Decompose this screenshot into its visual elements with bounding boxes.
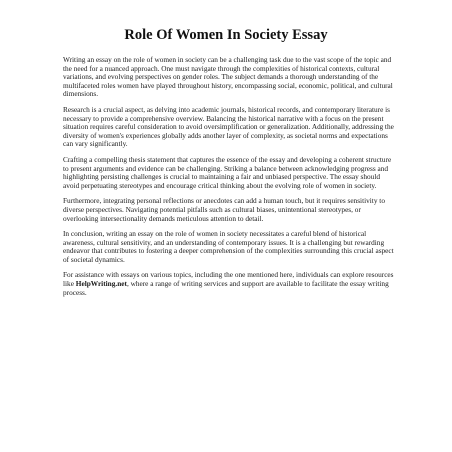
assistance-text-before: For assistance with essays on various topics, including the one mentioned here, individuals can explore resources like bbox=[63, 270, 394, 289]
paragraph-conclusion: In conclusion, writing an essay on the role of women in society necessitates a careful blend of historical awareness, cultural sensitivity, and an understanding of contemporary issues. It is a challenging but rewarding endeavor that contributes to fostering a deeper comprehension of the complexities surrounding this crucial aspect of societal dynamics. bbox=[63, 229, 394, 264]
paragraph-assistance bbox=[63, 271, 394, 297]
essay-body bbox=[63, 56, 394, 304]
paragraph-thesis: Crafting a compelling thesis statement that captures the essence of the essay and developing a coherent structure to present arguments and evidence can be challenging. Striking a balance between acknowledging progress and highlighting persisting challenges is crucial to maintaining a fair and unbiased perspective. The essay should avoid perpetuating stereotypes and encourage critical thinking about the evolving role of women in society. bbox=[63, 154, 392, 190]
assistance-text-after: , where a range of writing services and support are available to facilitate the essay writing process. bbox=[63, 279, 389, 297]
paragraph-reflections: Furthermore, integrating personal reflections or anecdotes can add a human touch, but it requires sensitivity to diverse perspectives. Navigating potential pitfalls such as cultural biases, unintentional stereotypes, or overlooking intersectionality demands meticulous attention to detail. bbox=[63, 196, 385, 223]
page-title: Role Of Women In Society Essay bbox=[124, 27, 328, 43]
helpwriting-link[interactable]: HelpWriting.net bbox=[75, 279, 127, 289]
paragraph-research: Research is a crucial aspect, as delving into academic journals, historical records, and contemporary literature is necessary to provide a comprehensive overview. Balancing the historical narrative with a focus on the present situation requires careful consideration to avoid oversimplification or generalization. Additionally, addressing the diversity of women's experiences globally adds another layer of complexity, as societal norms and expectations can vary significantly. bbox=[63, 104, 394, 149]
paragraph-intro: Writing an essay on the role of women in society can be a challenging task due to the vast scope of the topic and the need for a nuanced approach. One must navigate through the complexities of historical contexts, cultural variations, and evolving perspectives on gender roles. The subject demands a thorough understanding of the multifaceted roles women have played throughout history, encompassing social, economic, political, and cultural dimensions. bbox=[63, 55, 393, 99]
